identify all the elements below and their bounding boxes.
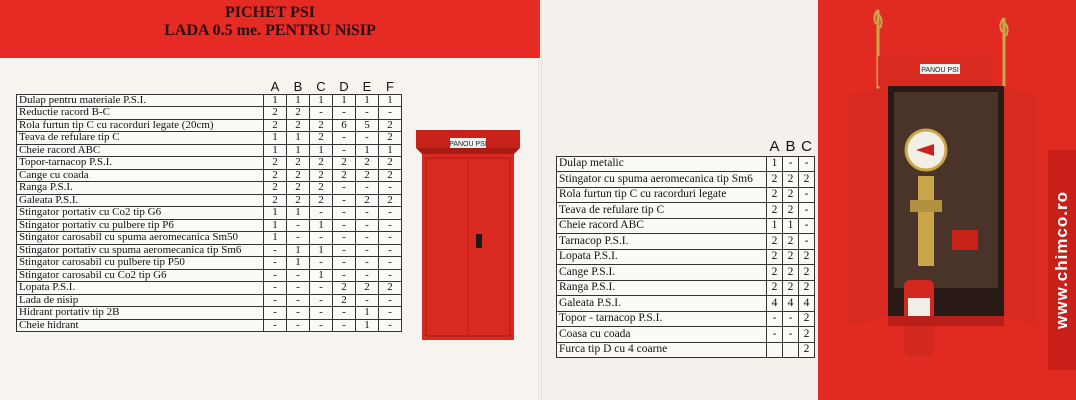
quantity-cell: -	[799, 187, 815, 203]
quantity-cell: -	[287, 294, 310, 307]
table-row	[17, 269, 402, 282]
quantity-cell: -	[287, 269, 310, 282]
table-row	[557, 172, 815, 188]
quantity-cell: 4	[783, 296, 799, 312]
item-name-cell: Stingator portativ cu pulbere tip P6	[17, 219, 264, 232]
quantity-cell: -	[379, 294, 402, 307]
quantity-cell: -	[379, 269, 402, 282]
open-cabinet-illustration	[838, 0, 1044, 370]
quantity-cell: 1	[356, 94, 379, 107]
quantity-cell: 2	[379, 132, 402, 145]
table-row	[557, 203, 815, 219]
quantity-cell: -	[264, 269, 287, 282]
quantity-cell: -	[333, 207, 356, 220]
item-name-cell: Coasa cu coada	[557, 327, 767, 343]
item-name-cell: Topor - tarnacop P.S.I.	[557, 311, 767, 327]
quantity-cell: 2	[287, 194, 310, 207]
item-name-cell: Stingator cu spuma aeromecanica tip Sm6	[557, 172, 767, 188]
quantity-cell: -	[333, 244, 356, 257]
item-name-cell: Cange P.S.I.	[557, 265, 767, 281]
quantity-cell: -	[356, 232, 379, 245]
quantity-cell: 1	[287, 207, 310, 220]
item-name-cell: Teava de refulare tip C	[557, 203, 767, 219]
table-row	[557, 234, 815, 250]
quantity-cell: -	[287, 219, 310, 232]
quantity-cell: -	[310, 257, 333, 270]
quantity-cell: -	[264, 319, 287, 332]
quantity-cell: 1	[333, 94, 356, 107]
quantity-cell: 1	[379, 94, 402, 107]
quantity-cell: 2	[264, 119, 287, 132]
quantity-cell: -	[356, 219, 379, 232]
quantity-cell: 2	[767, 234, 783, 250]
quantity-cell: 4	[799, 296, 815, 312]
quantity-cell: 2	[333, 294, 356, 307]
item-name-cell: Reductie racord B-C	[17, 107, 264, 120]
quantity-cell: 2	[799, 172, 815, 188]
quantity-cell: 6	[333, 119, 356, 132]
quantity-cell: 2	[767, 265, 783, 281]
table-row	[557, 249, 815, 265]
quantity-cell: -	[356, 257, 379, 270]
quantity-cell: -	[333, 144, 356, 157]
column-header: B	[785, 138, 796, 156]
quantity-cell: 2	[799, 311, 815, 327]
cabinet-handle	[476, 234, 482, 248]
column-header: E	[362, 79, 372, 95]
website-label	[1048, 150, 1076, 370]
website-text: www.chimco.ro	[1052, 190, 1071, 330]
quantity-cell: 2	[310, 182, 333, 195]
quantity-cell: 2	[783, 234, 799, 250]
quantity-cell: -	[264, 244, 287, 257]
item-name-cell: Lopata P.S.I.	[17, 282, 264, 295]
item-name-cell: Galeata P.S.I.	[557, 296, 767, 312]
quantity-cell: -	[333, 132, 356, 145]
table-header-row	[17, 80, 402, 94]
quantity-cell: 2	[767, 187, 783, 203]
table-row	[557, 265, 815, 281]
table-header-row	[557, 138, 815, 156]
quantity-cell: -	[379, 182, 402, 195]
table-row	[17, 319, 402, 332]
table-row	[17, 107, 402, 120]
quantity-cell: -	[310, 207, 333, 220]
table-row	[17, 232, 402, 245]
quantity-cell: 2	[799, 327, 815, 343]
table-row	[17, 282, 402, 295]
quantity-cell: 1	[310, 244, 333, 257]
quantity-cell: 2	[333, 157, 356, 170]
header-band	[0, 0, 540, 58]
item-name-cell: Cheie racord ABC	[557, 218, 767, 234]
quantity-cell: -	[799, 156, 815, 172]
quantity-cell: 2	[767, 249, 783, 265]
quantity-cell: -	[799, 203, 815, 219]
quantity-cell: -	[379, 319, 402, 332]
quantity-cell: -	[333, 219, 356, 232]
quantity-cell: 2	[799, 342, 815, 358]
quantity-cell: 2	[356, 169, 379, 182]
quantity-cell: 2	[379, 157, 402, 170]
quantity-cell: -	[333, 232, 356, 245]
cabinet-base	[888, 316, 1004, 326]
page-fold	[538, 0, 542, 400]
quantity-cell: 2	[264, 157, 287, 170]
quantity-cell: 1	[310, 219, 333, 232]
quantity-cell: 1	[264, 232, 287, 245]
quantity-cell: 2	[379, 169, 402, 182]
quantity-cell: -	[333, 257, 356, 270]
quantity-cell: -	[310, 319, 333, 332]
quantity-cell: 2	[783, 249, 799, 265]
table-row	[17, 182, 402, 195]
quantity-cell: -	[333, 107, 356, 120]
item-name-cell: Stingator portativ cu spuma aeromecanica tip Sm6	[17, 244, 264, 257]
item-name-cell: Furca tip D cu 4 coarne	[557, 342, 767, 358]
quantity-cell: -	[783, 156, 799, 172]
table-row	[557, 327, 815, 343]
quantity-cell: 1	[287, 94, 310, 107]
quantity-cell: -	[783, 327, 799, 343]
quantity-cell: -	[264, 294, 287, 307]
door-left	[848, 86, 888, 326]
quantity-cell: -	[379, 107, 402, 120]
quantity-cell: -	[310, 294, 333, 307]
table-row	[557, 280, 815, 296]
quantity-cell: -	[333, 269, 356, 282]
small-cabinet-illustration	[416, 130, 520, 340]
quantity-cell: 1	[356, 319, 379, 332]
quantity-cell: 2	[310, 119, 333, 132]
table-row	[557, 311, 815, 327]
header-blank-cell	[17, 80, 264, 94]
item-name-cell: Stingator portativ cu Co2 tip G6	[17, 207, 264, 220]
quantity-cell: -	[310, 307, 333, 320]
quantity-cell: 1	[264, 132, 287, 145]
item-name-cell: Stingator carosabil cu Co2 tip G6	[17, 269, 264, 282]
item-name-cell: Cheie hidrant	[17, 319, 264, 332]
quantity-cell: 2	[310, 194, 333, 207]
cabinet-roof-slope	[416, 148, 520, 154]
quantity-cell: -	[264, 307, 287, 320]
item-name-cell: Stingator carosabil cu pulbere tip P50	[17, 257, 264, 270]
table-row	[557, 187, 815, 203]
hydrant-pipe	[918, 176, 934, 266]
table-row	[17, 307, 402, 320]
quantity-cell: 1	[767, 156, 783, 172]
table-row	[17, 294, 402, 307]
quantity-cell: 1	[287, 244, 310, 257]
item-name-cell: Dulap metalic	[557, 156, 767, 172]
quantity-cell: 1	[287, 144, 310, 157]
quantity-cell: 2	[783, 203, 799, 219]
quantity-cell: 1	[767, 218, 783, 234]
item-name-cell: Stingator carosabil cu spuma aeromecanica Sm50	[17, 232, 264, 245]
item-name-cell: Hidrant portativ tip 2B	[17, 307, 264, 320]
header-title-line2: LADA 0.5 me. PENTRU NiSIP	[164, 22, 376, 39]
quantity-cell: 2	[287, 107, 310, 120]
quantity-cell: 1	[264, 144, 287, 157]
quantity-cell: 1	[287, 132, 310, 145]
quantity-cell: 2	[799, 249, 815, 265]
quantity-cell: 2	[356, 282, 379, 295]
open-cabinet-label-text: PANOU PSI	[921, 67, 959, 74]
item-name-cell: Rola furtun tip C cu racorduri legate	[557, 187, 767, 203]
quantity-cell: -	[379, 219, 402, 232]
quantity-cell: 2	[287, 119, 310, 132]
quantity-cell: -	[333, 319, 356, 332]
table-row	[557, 218, 815, 234]
quantity-cell: 1	[310, 269, 333, 282]
quantity-cell: 1	[264, 219, 287, 232]
quantity-cell: -	[799, 218, 815, 234]
cabinet-label-text: PANOU PSI	[449, 141, 487, 148]
quantity-cell: -	[310, 282, 333, 295]
table-row	[17, 119, 402, 132]
hydrant-valve	[910, 200, 942, 212]
table-row	[17, 144, 402, 157]
table-row	[17, 157, 402, 170]
quantity-cell: -	[379, 232, 402, 245]
quantity-cell: 2	[264, 194, 287, 207]
quantity-cell: 2	[264, 182, 287, 195]
quantity-cell	[767, 342, 783, 358]
quantity-cell: 1	[310, 144, 333, 157]
item-name-cell: Topor-tarnacop P.S.I.	[17, 157, 264, 170]
quantity-cell: 2	[783, 265, 799, 281]
quantity-cell: 2	[379, 282, 402, 295]
quantity-cell: -	[783, 311, 799, 327]
quantity-cell: -	[287, 319, 310, 332]
table-row	[17, 219, 402, 232]
left-equipment-table	[16, 80, 402, 332]
quantity-cell: -	[379, 307, 402, 320]
column-header: D	[339, 79, 349, 95]
quantity-cell: 2	[310, 132, 333, 145]
item-name-cell: Tarnacop P.S.I.	[557, 234, 767, 250]
quantity-cell: 1	[310, 94, 333, 107]
quantity-cell: -	[287, 232, 310, 245]
quantity-cell: 2	[783, 280, 799, 296]
item-name-cell: Cange cu coada	[17, 169, 264, 182]
table-row	[17, 244, 402, 257]
quantity-cell: -	[333, 182, 356, 195]
quantity-cell: 1	[264, 94, 287, 107]
quantity-cell: 1	[264, 207, 287, 220]
quantity-cell: -	[379, 244, 402, 257]
quantity-cell: 1	[379, 144, 402, 157]
table-row	[17, 169, 402, 182]
quantity-cell: 2	[356, 194, 379, 207]
quantity-cell: 2	[287, 182, 310, 195]
quantity-cell: 2	[287, 157, 310, 170]
quantity-cell: 1	[287, 257, 310, 270]
item-name-cell: Galeata P.S.I.	[17, 194, 264, 207]
quantity-cell: -	[356, 269, 379, 282]
table-row	[17, 207, 402, 220]
quantity-cell: 2	[356, 157, 379, 170]
item-name-cell: Ranga P.S.I.	[557, 280, 767, 296]
table-row	[557, 156, 815, 172]
quantity-cell: -	[356, 107, 379, 120]
quantity-cell: 2	[287, 169, 310, 182]
quantity-cell: 2	[310, 157, 333, 170]
quantity-cell: 2	[264, 169, 287, 182]
header-blank-cell	[557, 138, 767, 156]
item-name-cell: Dulap pentru materiale P.S.I.	[17, 94, 264, 107]
quantity-cell: 2	[767, 280, 783, 296]
item-name-cell: Cheie racord ABC	[17, 144, 264, 157]
quantity-cell: 2	[379, 194, 402, 207]
item-name-cell: Teava de refulare tip C	[17, 132, 264, 145]
item-name-cell: Lopata P.S.I.	[557, 249, 767, 265]
quantity-cell: -	[799, 234, 815, 250]
right-equipment-table	[556, 138, 815, 358]
table-row	[17, 94, 402, 107]
bucket-icon	[952, 230, 978, 250]
quantity-cell: 2	[767, 172, 783, 188]
quantity-cell: -	[310, 107, 333, 120]
quantity-cell: 2	[264, 107, 287, 120]
table-row	[17, 194, 402, 207]
quantity-cell: 2	[767, 203, 783, 219]
column-header: C	[801, 138, 812, 156]
quantity-cell: -	[333, 307, 356, 320]
quantity-cell: 2	[799, 265, 815, 281]
quantity-cell: -	[356, 182, 379, 195]
door-right	[1004, 86, 1038, 326]
quantity-cell: 5	[356, 119, 379, 132]
quantity-cell	[783, 342, 799, 358]
quantity-cell: -	[767, 327, 783, 343]
quantity-cell: -	[379, 257, 402, 270]
quantity-cell: -	[767, 311, 783, 327]
item-name-cell: Rola furtun tip C cu racorduri legate (20cm)	[17, 119, 264, 132]
quantity-cell: 2	[783, 172, 799, 188]
column-header: A	[270, 79, 280, 95]
open-cabinet-interior	[894, 92, 998, 288]
item-name-cell: Ranga P.S.I.	[17, 182, 264, 195]
quantity-cell: 2	[783, 187, 799, 203]
column-header: A	[769, 138, 780, 156]
quantity-cell: -	[356, 294, 379, 307]
item-name-cell: Lada de nisip	[17, 294, 264, 307]
quantity-cell: -	[264, 282, 287, 295]
quantity-cell: -	[310, 232, 333, 245]
quantity-cell: -	[287, 282, 310, 295]
quantity-cell: 2	[333, 169, 356, 182]
quantity-cell: -	[356, 132, 379, 145]
quantity-cell: -	[356, 244, 379, 257]
quantity-cell: 1	[356, 144, 379, 157]
column-header: C	[316, 79, 326, 95]
quantity-cell: -	[264, 257, 287, 270]
quantity-cell: 2	[799, 280, 815, 296]
column-header: F	[386, 79, 394, 95]
quantity-cell: 2	[310, 169, 333, 182]
table-row	[557, 296, 815, 312]
column-header: B	[293, 79, 303, 95]
quantity-cell: -	[356, 207, 379, 220]
quantity-cell: -	[379, 207, 402, 220]
table-row	[17, 132, 402, 145]
table-row	[17, 257, 402, 270]
quantity-cell: -	[333, 194, 356, 207]
header-title-line1: PICHET PSI	[225, 4, 315, 21]
quantity-cell: 1	[783, 218, 799, 234]
quantity-cell: 1	[356, 307, 379, 320]
quantity-cell: 2	[379, 119, 402, 132]
table-row	[557, 342, 815, 358]
quantity-cell: 2	[333, 282, 356, 295]
quantity-cell: 4	[767, 296, 783, 312]
quantity-cell: -	[287, 307, 310, 320]
